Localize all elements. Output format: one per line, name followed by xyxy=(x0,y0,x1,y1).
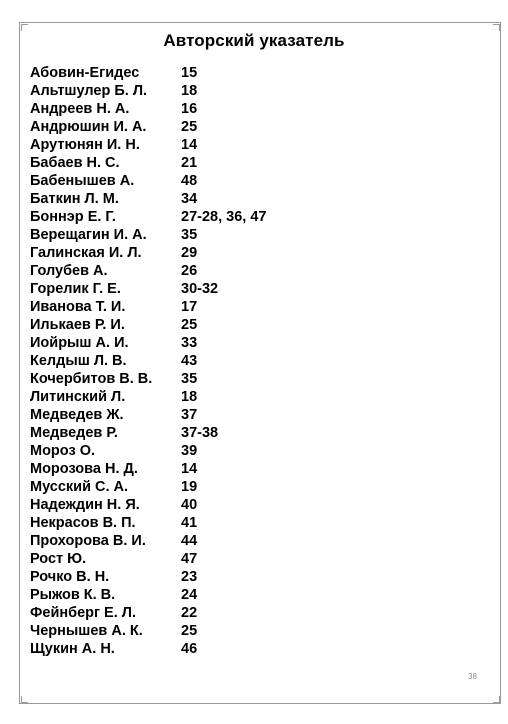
author-name: Чернышев А. К. xyxy=(30,623,143,639)
index-entry xyxy=(30,532,266,550)
corner-mark-top-right xyxy=(493,24,500,31)
index-entry xyxy=(30,496,266,514)
index-entry xyxy=(30,244,266,262)
author-name: Иойрыш А. И. xyxy=(30,335,129,351)
author-name: Литинский Л. xyxy=(30,389,126,405)
index-entry xyxy=(30,118,266,136)
author-name: Бабаев Н. С. xyxy=(30,155,120,171)
author-name: Рочко В. Н. xyxy=(30,569,110,585)
author-name: Рыжов К. В. xyxy=(30,587,116,603)
author-name: Альтшулер Б. Л. xyxy=(30,83,148,99)
author-name: Баткин Л. М. xyxy=(30,191,119,207)
index-entry xyxy=(30,64,266,82)
index-entry xyxy=(30,280,266,298)
corner-mark-top-left xyxy=(21,24,28,31)
index-entry xyxy=(30,640,266,658)
author-name: Келдыш Л. В. xyxy=(30,353,127,369)
page-references: 35 xyxy=(181,227,198,243)
author-name: Медведев Ж. xyxy=(30,407,124,423)
page-references: 26 xyxy=(181,263,198,279)
index-entry xyxy=(30,604,266,622)
page-references: 46 xyxy=(181,641,198,657)
page-references: 27-28, 36, 47 xyxy=(181,209,267,225)
index-entry xyxy=(30,208,266,226)
index-entry xyxy=(30,100,266,118)
author-name: Фейнберг Е. Л. xyxy=(30,605,136,621)
page-references: 37-38 xyxy=(181,425,219,441)
index-entry xyxy=(30,190,266,208)
index-entry xyxy=(30,172,266,190)
corner-mark-bottom-right xyxy=(493,696,500,703)
index-entry xyxy=(30,136,266,154)
author-name: Щукин А. Н. xyxy=(30,641,115,657)
index-entry xyxy=(30,154,266,172)
author-name: Надеждин Н. Я. xyxy=(30,497,140,513)
author-name: Галинская И. Л. xyxy=(30,245,142,261)
author-name: Бабенышев А. xyxy=(30,173,135,189)
page-references: 30-32 xyxy=(181,281,219,297)
author-name: Морозова Н. Д. xyxy=(30,461,138,477)
author-name: Илькаев Р. И. xyxy=(30,317,125,333)
page-references: 29 xyxy=(181,245,198,261)
index-entry xyxy=(30,334,266,352)
author-name: Абовин-Егидес xyxy=(30,65,140,81)
index-entry xyxy=(30,442,266,460)
author-index-list xyxy=(30,64,266,658)
index-entry xyxy=(30,622,266,640)
page-references: 14 xyxy=(181,461,198,477)
index-entry xyxy=(30,82,266,100)
author-name: Кочербитов В. В. xyxy=(30,371,153,387)
page-references: 43 xyxy=(181,353,198,369)
page-references: 34 xyxy=(181,191,198,207)
page-references: 40 xyxy=(181,497,198,513)
author-name: Рост Ю. xyxy=(30,551,87,567)
page-references: 15 xyxy=(181,65,198,81)
page-references: 14 xyxy=(181,137,198,153)
index-entry xyxy=(30,550,266,568)
index-entry xyxy=(30,352,266,370)
author-name: Горелик Г. Е. xyxy=(30,281,121,297)
page-references: 23 xyxy=(181,569,198,585)
author-name: Иванова Т. И. xyxy=(30,299,126,315)
page-references: 37 xyxy=(181,407,198,423)
index-entry xyxy=(30,514,266,532)
page-references: 18 xyxy=(181,389,198,405)
page-references: 25 xyxy=(181,317,198,333)
index-entry xyxy=(30,226,266,244)
page-references: 33 xyxy=(181,335,198,351)
index-entry xyxy=(30,298,266,316)
page-references: 35 xyxy=(181,371,198,387)
index-entry xyxy=(30,424,266,442)
page-references: 24 xyxy=(181,587,198,603)
page-references: 18 xyxy=(181,83,198,99)
author-name: Верещагин И. А. xyxy=(30,227,147,243)
page-references: 19 xyxy=(181,479,198,495)
page-number: 38 xyxy=(468,672,477,681)
author-name: Мороз О. xyxy=(30,443,96,459)
author-name: Андреев Н. А. xyxy=(30,101,130,117)
author-name: Медведев Р. xyxy=(30,425,118,441)
index-entry xyxy=(30,478,266,496)
page-references: 21 xyxy=(181,155,198,171)
author-name: Прохорова В. И. xyxy=(30,533,146,549)
page-title: Авторский указатель xyxy=(163,31,345,50)
page-references: 41 xyxy=(181,515,198,531)
index-entry xyxy=(30,262,266,280)
index-entry xyxy=(30,586,266,604)
author-name: Боннэр Е. Г. xyxy=(30,209,116,225)
index-entry xyxy=(30,370,266,388)
author-name: Андрюшин И. А. xyxy=(30,119,147,135)
page-references: 16 xyxy=(181,101,198,117)
index-entry xyxy=(30,568,266,586)
index-entry xyxy=(30,316,266,334)
author-name: Мусский С. А. xyxy=(30,479,129,495)
index-entry xyxy=(30,388,266,406)
page-references: 17 xyxy=(181,299,198,315)
page-references: 25 xyxy=(181,119,198,135)
page-references: 39 xyxy=(181,443,198,459)
corner-mark-bottom-left xyxy=(21,696,28,703)
page-references: 44 xyxy=(181,533,198,549)
author-name: Голубев А. xyxy=(30,263,108,279)
page-references: 47 xyxy=(181,551,198,567)
page-references: 25 xyxy=(181,623,198,639)
page-references: 48 xyxy=(181,173,198,189)
author-name: Некрасов В. П. xyxy=(30,515,136,531)
index-entry xyxy=(30,460,266,478)
index-entry xyxy=(30,406,266,424)
page-references: 22 xyxy=(181,605,198,621)
author-name: Арутюнян И. Н. xyxy=(30,137,140,153)
